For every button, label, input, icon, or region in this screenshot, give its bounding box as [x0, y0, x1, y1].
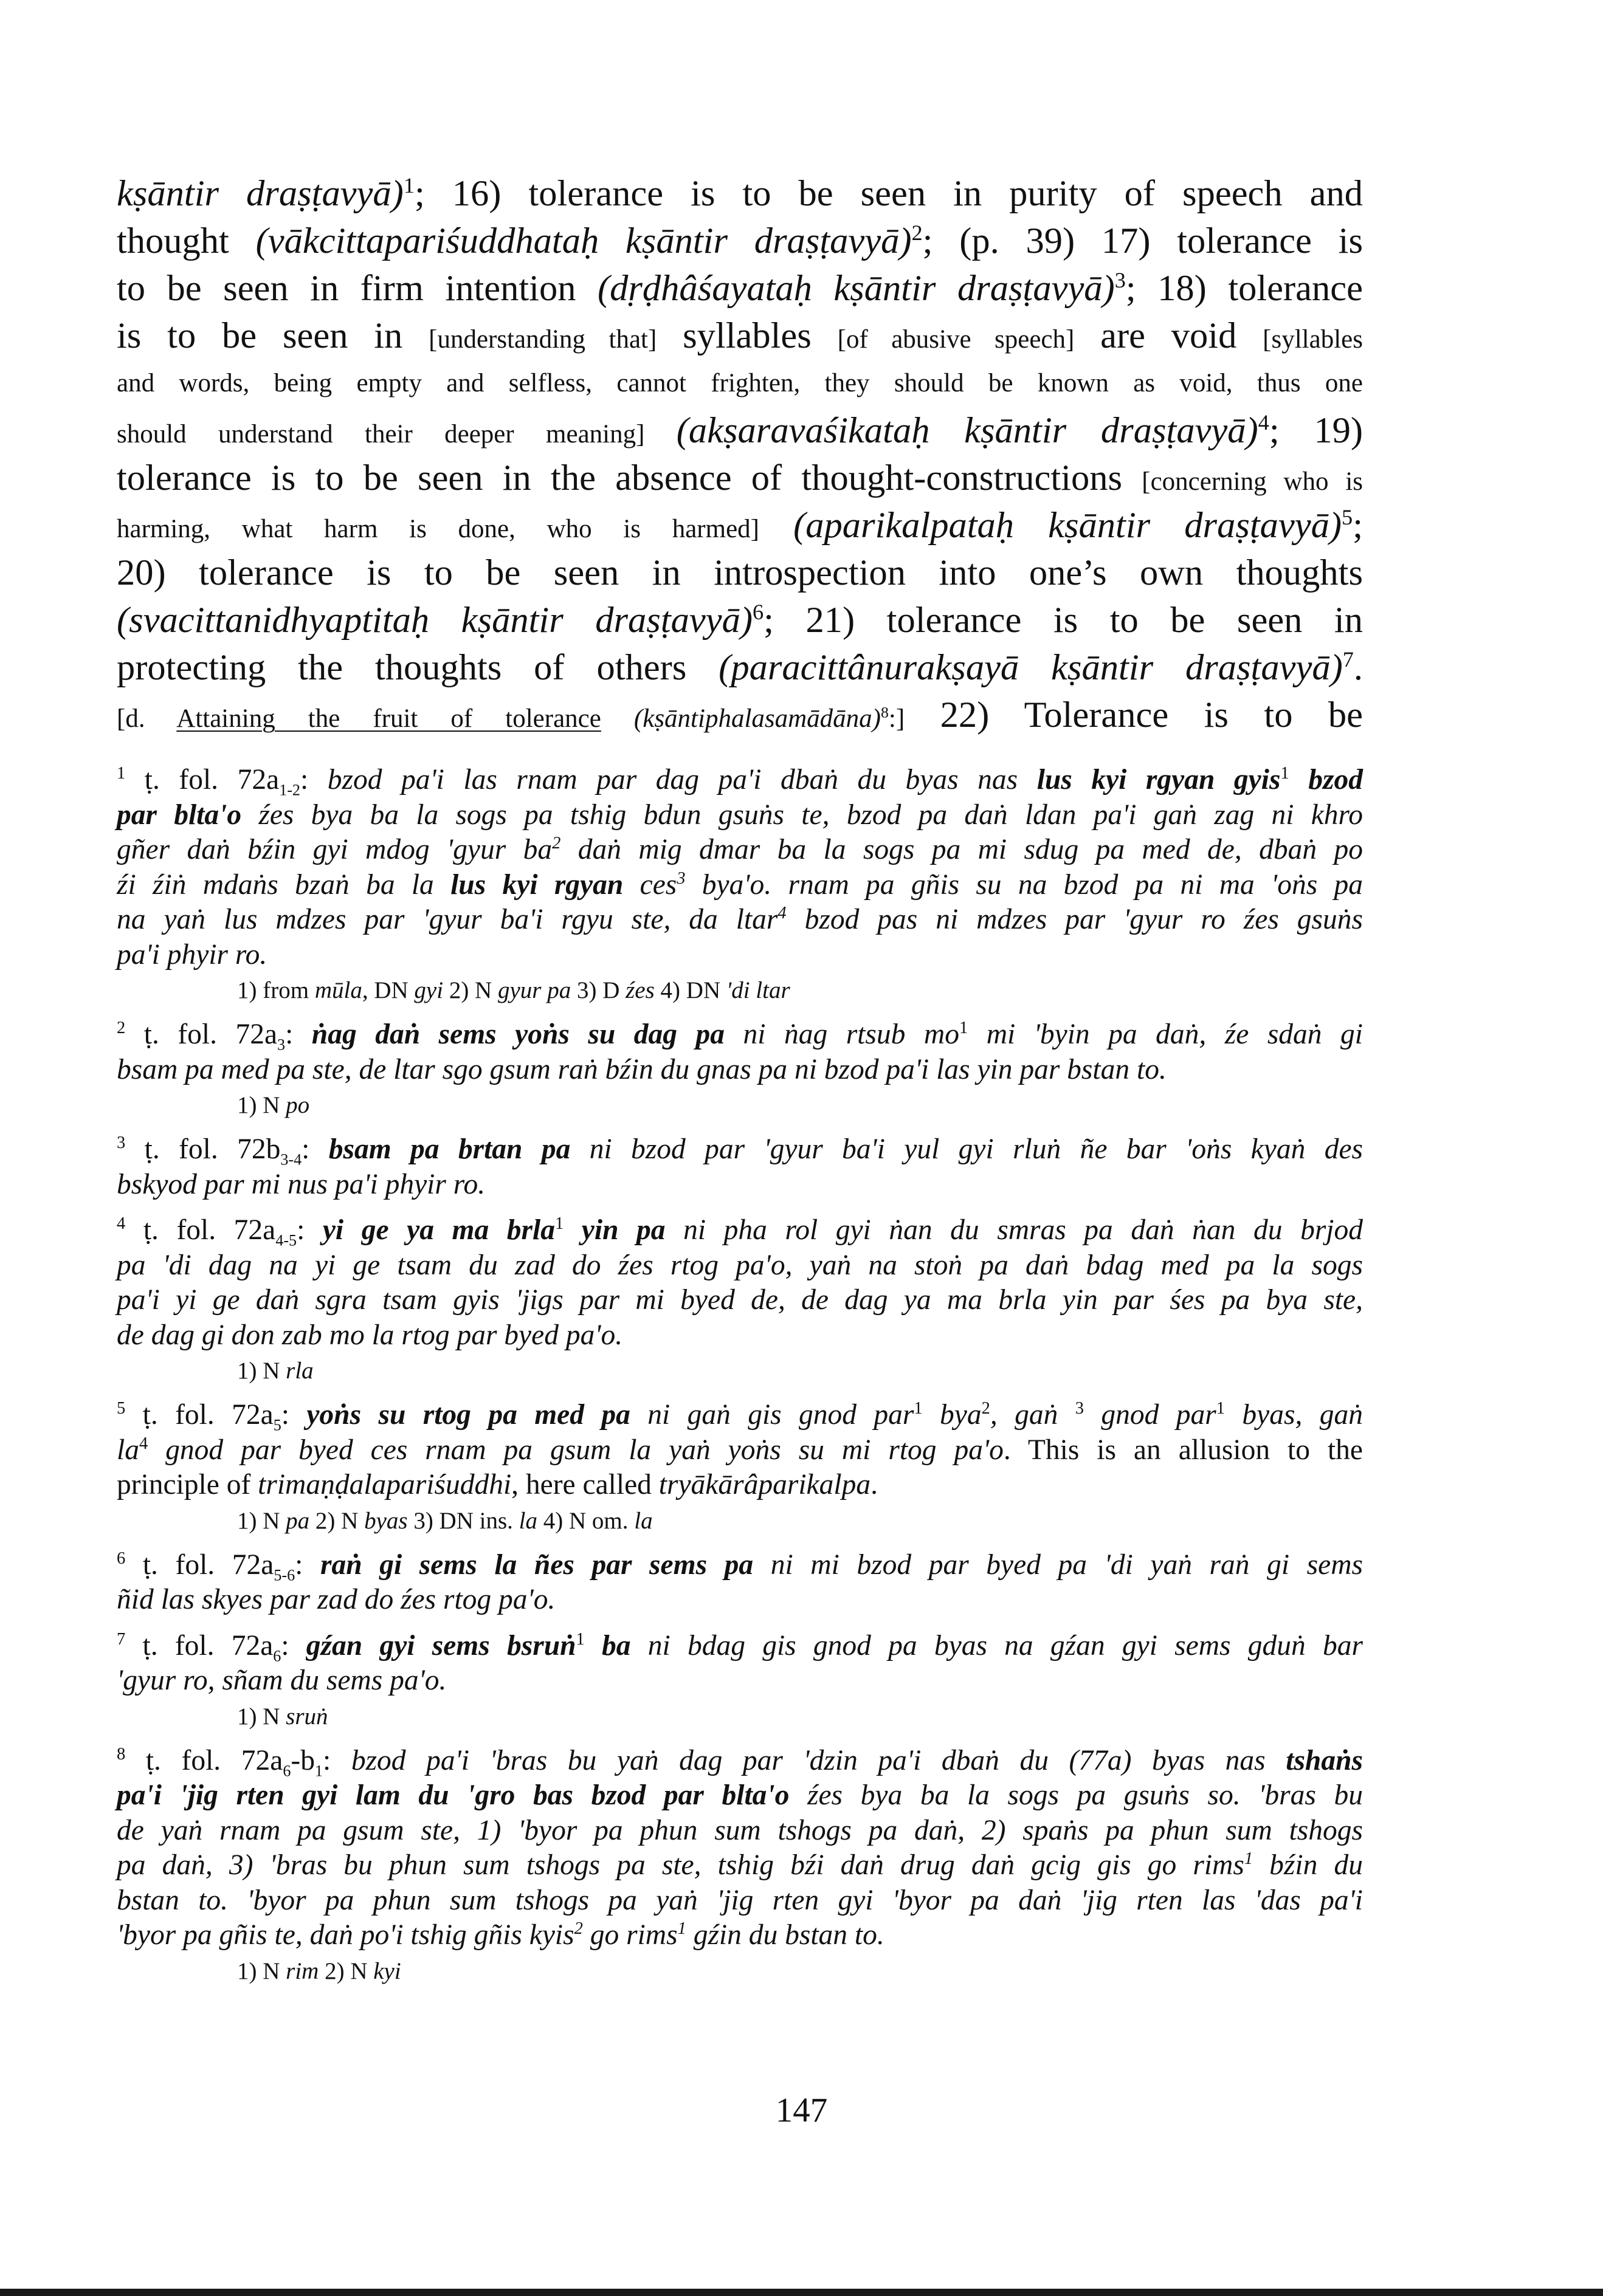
footnote-number: 4	[117, 1214, 126, 1234]
text: ;	[1353, 505, 1363, 546]
footnote-number: 6	[117, 1548, 126, 1568]
footnotes	[117, 763, 1363, 1998]
sanskrit-term: (svacittanidhyaptitaḥ kṣāntir draṣṭavyā)	[117, 600, 753, 641]
footnote-line: $la^4$ gnod par byed ces rnam pa gsum la yaṅ yoṅs su mi rtog pa'o. This is an allusion to the	[117, 1434, 1363, 1466]
sanskrit-term: (aparikalpataḥ kṣāntir draṣṭavyā)	[759, 505, 1342, 546]
variant-readings: 1) N pa 2) N byas 3) DN ins. la 4) N om. la	[237, 1507, 653, 1534]
footnote-line: $^7$ ṭ. fol. $72a_6$: gźan gyi sems bsruṅ$^1$ ba ni bdag gis gnod pa byas na gźan gyi sems gduṅ bar	[117, 1629, 1363, 1665]
sanskrit-term: kṣāntir draṣṭavyā)	[117, 173, 404, 214]
footnote-line: $^4$ ṭ. fol. $72a_{4-5}$: yi ge ya ma brla$^1$ yin pa ni pha rol gyi ṅan du smras pa daṅ ṅan du brjod	[117, 1214, 1363, 1249]
scan-edge-rule	[0, 2289, 1603, 2296]
main-line	[117, 312, 1363, 360]
text: ; 19)	[1269, 410, 1363, 451]
footnote-ref[interactable]: 7	[1342, 647, 1354, 672]
footnote-line: de yaṅ rnam pa gsum ste, 1) 'byor pa phun sum tshogs pa daṅ, 2) spaṅs pa phun sum tshogs	[117, 1814, 1363, 1846]
footnote-ref[interactable]: 2	[911, 220, 923, 245]
footnote-7	[117, 1629, 1363, 1733]
footnote-line: pa 'di dag na yi ge tsam du zad do źes rtog pa'o, yaṅ na stoṅ pa daṅ bdag med pa la sogs	[117, 1249, 1363, 1281]
footnote-line: $^8$ ṭ. fol. $72a_6-b_1$: bzod pa'i 'bras bu yaṅ dag par 'dzin pa'i dbaṅ du (77a) byas nas tshaṅs	[117, 1744, 1363, 1779]
footnote-line: pa'i yi ge daṅ sgra tsam gyis 'jigs par mi byed de, de dag ya ma brla yin par śes pa bya ste,	[117, 1284, 1363, 1316]
main-line-gloss: and words, being empty and selfless, cannot frighten, they should be known as void, thus one	[117, 369, 1363, 397]
footnote-line: $^6$ ṭ. fol. $72a_{5-6}$: raṅ gi sems la ñes par sems pa ni mi bzod par byed pa 'di yaṅ raṅ gi sems	[117, 1548, 1363, 1584]
text: tolerance is to be seen in the absence of thought-constructions	[117, 458, 1142, 498]
sanskrit-term: (akṣaravaśikataḥ kṣāntir draṣṭavyā)	[676, 410, 1258, 451]
bracket-gloss: [of abusive speech]	[837, 325, 1075, 354]
footnote-ref[interactable]: 5	[1342, 504, 1353, 529]
footnote-line: bskyod par mi nus pa'i phyir ro.	[117, 1168, 486, 1200]
footnote-line: ñid las skyes par zad do źes rtog pa'o.	[117, 1584, 556, 1615]
footnote-line: $^3$ ṭ. fol. $72b_{3-4}$: bsam pa brtan pa ni bzod par 'gyur ba'i yul gyi rluṅ ñe bar 'oṅs kyaṅ des	[117, 1133, 1363, 1169]
text: ; (p. 39) 17) tolerance is	[922, 221, 1363, 261]
footnote-line: 'byor pa gñis te, daṅ po'i tshig gñis kyis$^2$ go rims$^1$ gźin du bstan to.	[117, 1919, 884, 1951]
sanskrit-term: (paracittânurakṣayā kṣāntir draṣṭavyā)	[719, 647, 1343, 688]
sanskrit-term: (dṛḍhâśayataḥ kṣāntir draṣṭavyā)	[597, 268, 1115, 309]
footnote-line: pa daṅ, 3) 'bras bu phun sum tshogs pa ste, tshig bźi daṅ drug daṅ gcig gis go rims$^1$ bźin du	[117, 1849, 1363, 1881]
footnote-3	[117, 1132, 1363, 1202]
section-heading: [d. Attaining the fruit of tolerance (kṣāntiphalasamādāna)$^8$:]	[117, 703, 905, 733]
footnote-line: principle of trimaṇḍalapariśuddhi, here called tryākārâparikalpa.	[117, 1469, 878, 1500]
footnote-ref[interactable]: 6	[753, 599, 764, 624]
section-heading-title: Attaining the fruit of tolerance	[176, 704, 601, 733]
footnote-number: 5	[117, 1399, 126, 1418]
footnote-number: 1	[117, 764, 126, 783]
main-line	[117, 265, 1363, 312]
footnote-line: $^5$ ṭ. fol. $72a_5$: yoṅs su rtog pa med pa ni gaṅ gis gnod par$^1$ bya$^2$, gaṅ $^3$ gnod par$^1$ byas, gaṅ	[117, 1399, 1363, 1434]
variant-readings: 1) from mūla, DN gyi 2) N gyur pa 3) D źes 4) DN 'di ltar	[237, 977, 790, 1003]
footnote-8	[117, 1744, 1363, 1987]
text: ; 18) tolerance	[1125, 268, 1363, 309]
footnote-line: gñer daṅ bźin gyi mdog 'gyur $ba^2$ daṅ mig dmar ba la sogs pa mi sdug pa med de, dbaṅ po	[117, 834, 1363, 865]
main-line	[117, 218, 1363, 265]
bracket-gloss: [concerning who is	[1142, 467, 1363, 496]
footnote-line: pa'i phyir ro.	[117, 938, 267, 971]
main-line	[117, 597, 1363, 644]
text: .	[1353, 647, 1363, 688]
footnote-number: 7	[117, 1629, 126, 1649]
text: thought	[117, 221, 256, 261]
footnote-ref[interactable]: 3	[1114, 267, 1126, 292]
footnote-line: źi źiṅ mdaṅs bzaṅ ba la lus kyi rgyan ces$^3$ bya'o. rnam pa gñis su na bzod pa ni ma 'oṅs pa	[117, 868, 1363, 901]
footnote-ref[interactable]: 4	[1258, 410, 1269, 435]
footnote-2	[117, 1017, 1363, 1121]
text: are void	[1074, 315, 1263, 356]
footnote-line: de dag gi don zab mo la rtog par byed pa'o.	[117, 1319, 623, 1351]
footnote-line: 'gyur ro, sñam du sems pa'o.	[117, 1665, 447, 1696]
variant-readings: 1) N sruṅ	[237, 1703, 328, 1730]
footnote-6	[117, 1548, 1363, 1618]
bracket-gloss: harming, what harm is done, who is harmed]	[117, 515, 759, 543]
footnote-ref[interactable]: 1	[403, 173, 415, 198]
footnote-1	[117, 763, 1363, 1006]
footnote-line: pa'i 'jig rten gyi lam du 'gro bas bzod par blta'o źes bya ba la sogs pa gsuṅs so. 'bras bu	[117, 1779, 1363, 1811]
footnote-line: $^1$ ṭ. fol. $72a_{1-2}$: bzod pa'i las rnam par dag pa'i dbaṅ du byas nas lus kyi rgyan gyis$^1$ bzod	[117, 764, 1363, 799]
footnote-4	[117, 1213, 1363, 1387]
main-line	[117, 170, 1363, 218]
sanskrit-term: (kṣāntiphalasamādāna)	[601, 704, 881, 733]
main-line	[117, 455, 1363, 502]
footnote-5	[117, 1398, 1363, 1537]
text: to be seen in firm intention	[117, 268, 598, 309]
main-text	[117, 170, 1363, 739]
footnote-line: par blta'o źes bya ba la sogs pa tshig bdun gsuṅs te, bzod pa daṅ ldan pa'i gaṅ zag ni khro	[117, 799, 1363, 831]
footnote-line: na yaṅ lus mdzes par 'gyur ba'i rgyu ste, da ltar$^4$ bzod pas ni mdzes par 'gyur ro źes gsuṅs	[117, 904, 1363, 935]
text: syllables	[657, 315, 838, 356]
variant-readings: 1) N po	[237, 1092, 310, 1118]
variant-readings: 1) N rim 2) N kyi	[237, 1957, 401, 1984]
text: ; 21) tolerance is to be seen in	[764, 600, 1363, 641]
page-number: 147	[775, 2091, 828, 2129]
bracket-gloss: [syllables	[1263, 325, 1363, 354]
footnote-ref[interactable]: 8	[881, 703, 889, 721]
bracket-gloss: [understanding that]	[429, 325, 657, 354]
footnote-number: 2	[117, 1019, 126, 1038]
main-line	[117, 692, 1363, 739]
bracket-gloss: should understand their deeper meaning]	[117, 420, 677, 449]
text: is to be seen in	[117, 315, 429, 356]
footnote-number: 8	[117, 1744, 126, 1764]
main-line	[117, 644, 1363, 692]
footnote-number: 3	[117, 1133, 126, 1153]
text: 22) Tolerance is to be	[905, 695, 1363, 735]
main-line	[117, 407, 1363, 455]
text: ; 16) tolerance is to be seen in purity of speech and	[414, 173, 1363, 214]
footnote-line: $^2$ ṭ. fol. $72a_3$: ṅag daṅ sems yoṅs su dag pa ni ṅag rtsub $mo^1$ mi 'byin pa daṅ, źe sdaṅ gi	[117, 1019, 1363, 1054]
text: protecting the thoughts of others	[117, 647, 719, 688]
footnote-line: bstan to. 'byor pa phun sum tshogs pa yaṅ 'jig rten gyi 'byor pa daṅ 'jig rten las 'das pa'i	[117, 1884, 1363, 1916]
main-line	[117, 502, 1363, 549]
sanskrit-term: (vākcittapariśuddhataḥ kṣāntir draṣṭavyā)	[255, 221, 912, 261]
footnote-line: bsam pa med pa ste, de ltar sgo gsum raṅ bźin du gnas pa ni bzod pa'i las yin par bstan to.	[117, 1053, 1167, 1085]
main-line: 20) tolerance is to be seen in introspection into one’s own thoughts	[117, 552, 1363, 593]
variant-readings: 1) N rla	[237, 1358, 314, 1384]
